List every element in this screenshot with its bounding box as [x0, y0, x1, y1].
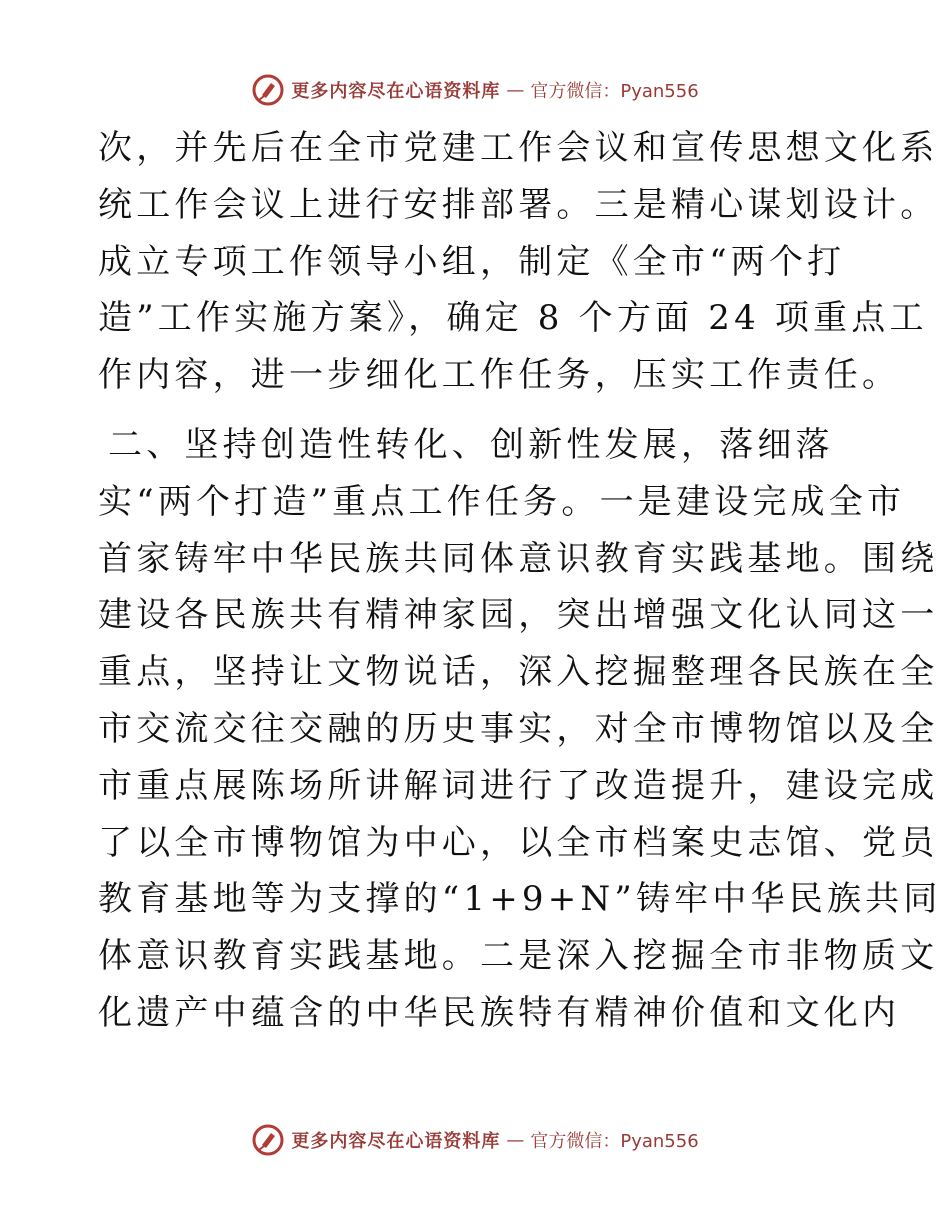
text-line: 统工作会议上进行安排部署。三是精心谋划设计。 — [98, 184, 939, 225]
text-line: 市交流交往交融的历史事实，对全市博物馆以及全 — [98, 708, 939, 749]
logo-icon — [251, 73, 285, 107]
paragraph-2 — [98, 423, 942, 1048]
text-line: 市重点展陈场所讲解词进行了改造提升，建设完成 — [98, 765, 939, 806]
text-line: 体意识教育实践基地。二是深入挖掘全市非物质文 — [98, 936, 939, 977]
text-line: 次，并先后在全市党建工作会议和宣传思想文化系 — [98, 128, 939, 168]
watermark-brand: 更多内容尽在心语资料库 — [291, 81, 501, 102]
text-line: 实“两个打造”重点工作任务。一是建设完成全市 — [98, 481, 906, 522]
watermark-separator: — — [506, 79, 525, 101]
text-line: 首家铸牢中华民族共同体意识教育实践基地。围绕 — [98, 538, 939, 579]
watermark-separator: — — [506, 1129, 525, 1151]
text-line: 了以全市博物馆为中心，以全市档案史志馆、党员 — [98, 822, 939, 863]
text-line: 成立专项工作领导小组，制定《全市“两个打 — [98, 241, 846, 282]
section-heading-line: 二、坚持创造性转化、创新性发展，落细落 — [108, 424, 834, 465]
watermark-brand: 更多内容尽在心语资料库 — [291, 1131, 501, 1152]
text-line: 建设各民族共有精神家园，突出增强文化认同这一 — [98, 595, 939, 636]
text-line: 教育基地等为支撑的“1+9+N”铸牢中华民族共同 — [98, 879, 942, 920]
text-line: 化遗产中蕴含的中华民族特有精神价值和文化内 — [98, 992, 901, 1033]
text-line: 造”工作实施方案》，确定 8 个方面 24 项重点工 — [98, 298, 928, 339]
logo-icon — [251, 1123, 285, 1157]
watermark-footer — [0, 1120, 950, 1160]
watermark-header — [0, 70, 950, 110]
text-line: 作内容，进一步细化工作任务，压实工作责任。 — [98, 355, 901, 396]
document-body — [98, 126, 942, 1048]
paragraph-1 — [98, 126, 939, 410]
watermark-contact: 官方微信：Pyan556 — [530, 1131, 699, 1152]
text-line: 重点，坚持让文物说话，深入挖掘整理各民族在全 — [98, 652, 939, 693]
watermark-contact: 官方微信：Pyan556 — [530, 81, 699, 102]
